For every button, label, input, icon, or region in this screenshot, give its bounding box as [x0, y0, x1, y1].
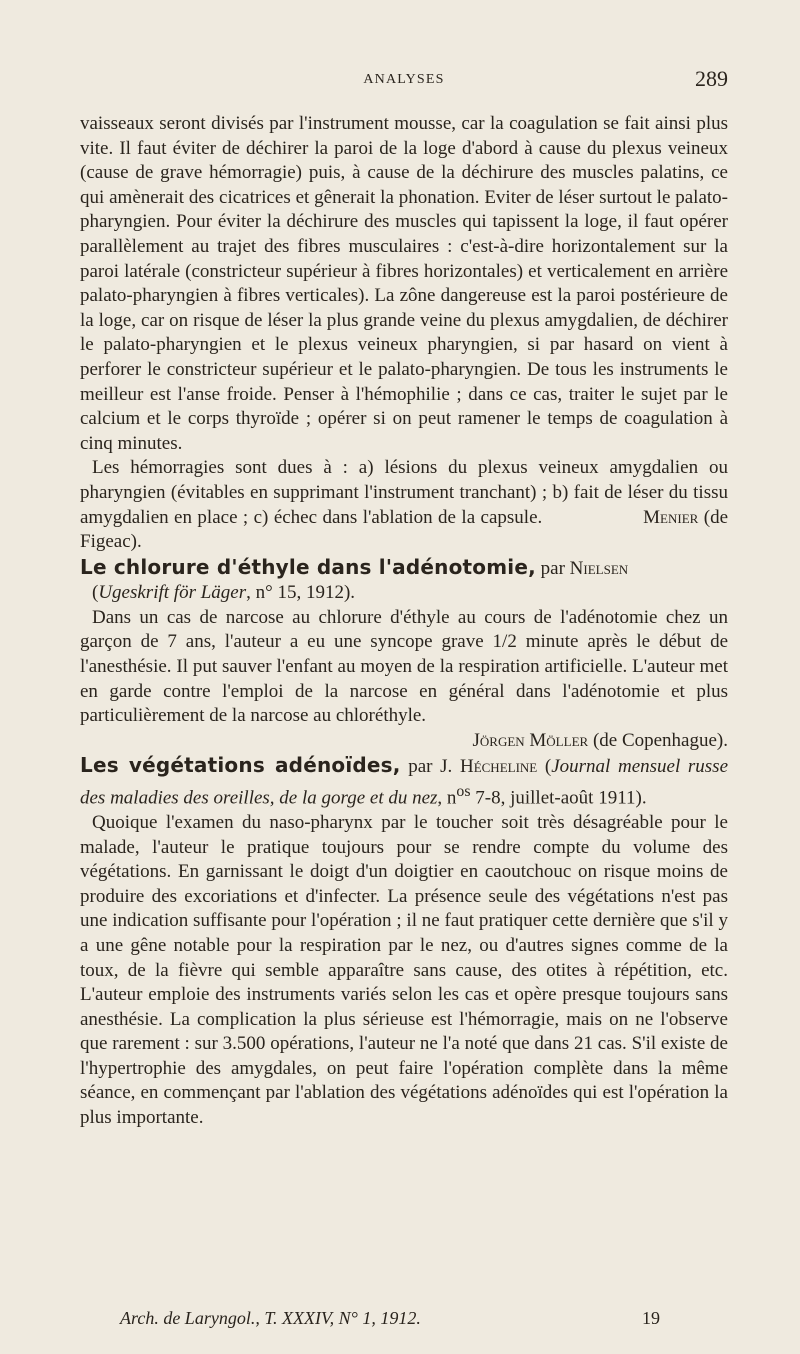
journal-issue: , n — [437, 787, 457, 809]
author-signature-name: Menier — [643, 506, 699, 528]
article-author: Nielsen — [569, 557, 629, 579]
page-body — [80, 112, 728, 1131]
footer-source: Arch. de Laryngol., T. XXXIV, N° 1, 1912. — [120, 1308, 421, 1328]
by-label: par — [540, 557, 565, 579]
article-author: Hécheline — [459, 756, 538, 778]
page-number: 289 — [695, 66, 728, 91]
article-title: Les végétations adénoïdes, — [80, 753, 401, 778]
paragraph-text: Les hémorragies sont dues à : a) lésions du plexus veineux amygdalien ou pharyngien (évitables en supprimant l'instrument tranchant) ; b) fait de léser du tissu amygdalien en place ; c) échec dans l'ablation de la capsule. — [80, 457, 728, 528]
article-heading — [80, 555, 728, 582]
journal-title: Journal mensuel russe des maladies des oreilles, de la gorge et du nez — [80, 756, 729, 809]
article-continuation-paragraph: vaisseaux seront divisés par l'instrument mousse, car la coagulation se fait ainsi plus vite. Il faut éviter de déchirer la paroi de la loge d'abord à cause du plexus veineux (cause de grave hémorragie) puis, à cause de la déchirure des muscles palatins, ce qui amènerait des cicatrices et gênerait la phonation. Eviter de léser surtout le palato-pharyngien. Pour éviter la déchirure des muscles qui tapissent la loge, il faut opérer parallèlement au trajet des fibres musculaires : c'est-à-dire horizontalement sur la paroi latérale (constricteur supérieur à fibres horizontales) et verticalement en arrière palato-pharyngien à fibres verticales). La zône dangereuse est la paroi postérieure de la loge, car on risque de léser la plus grande veine du plexus amygdalien, de déchirer le palato-pharyngien et le plexus veineux pharyngien, si par hasard on vient à perforer le constricteur supérieur et le palato-pharyngien. De tous les instruments le meilleur est l'anse froide. Penser à l'hémophilie ; dans ce cas, traiter le sujet par le calcium et le corps thyroïde ; opérer si on peut ramener le temps de coagulation à cinq minutes. — [80, 113, 728, 454]
article-title: Le chlorure d'éthyle dans l'adénotomie, — [80, 554, 536, 579]
journal-issue: , n° 15, 1912). — [246, 582, 356, 604]
running-title: ANALYSES — [363, 72, 445, 87]
by-label: par J. — [408, 756, 453, 778]
article-citation: (Ugeskrift för Läger, n° 15, 1912). — [92, 582, 356, 604]
author-signature-place: (de Figeac). — [80, 506, 729, 553]
running-head — [80, 66, 728, 92]
author-signature — [80, 729, 728, 754]
article-paragraph: Dans un cas de narcose au chlorure d'éthyle au cours de l'adénotomie chez un garçon de 7 ans, l'auteur a eu une syncope grave 1/2 minute après le début de l'anesthésie. Il put sauver l'enfant au moyen de la respiration artificielle. L'auteur met en garde contre l'emploi de la narcose en général dans l'adénotomie et plus particulièrement de la narcose au chloréthyle. — [80, 606, 728, 727]
article-paragraph: Quoique l'examen du naso-pharynx par le toucher soit très désagréable pour le malade, l'auteur le pratique toujours pour se rendre compte du volume des végétations. En garnissant le doigt d'un doigtier en caoutchouc on risque moins de produire des excoriations et d'infecter. La présence seule des végétations n'est pas une indication suffisante pour l'opération ; il ne faut pratiquer cette dernière que s'il y a une gêne notable pour la respiration par le nez, ou d'autres signes comme de la toux, de la fièvre qui semble apparaître sans cause, des otites à répétition, etc. L'auteur emploie des instruments variés selon les cas et opère presque toujours sans anesthésie. La complication la plus sérieuse est l'hémorragie, mais on ne l'observe que rarement : sur 3.500 opérations, l'auteur ne l'a noté que dans 21 cas. S'il existe de l'hypertrophie des amygdales, on peut faire l'opération complète dans la même séance, en commençant par l'ablation des végétations adénoïdes qui est l'opération la plus importante. — [80, 811, 728, 1129]
page-footer — [120, 1308, 660, 1329]
signature-number: 19 — [642, 1308, 660, 1328]
article-heading: Les végétations adénoïdes, par J. Hécheline (Journal mensuel russe des maladies des oreilles, de la gorge et du nez, $n^{os}$ 7-8, juillet-août 1911). — [80, 753, 729, 809]
author-signature-name: Jörgen Möller — [472, 729, 589, 751]
journal-issue-rest: 7-8, juillet-août 1911). — [470, 787, 647, 809]
journal-issue-superscript: os — [456, 783, 471, 801]
article-continuation-paragraph-2 — [80, 456, 728, 554]
journal-title: Ugeskrift för Läger — [98, 582, 247, 604]
author-signature-place: (de Copenhague). — [592, 729, 728, 751]
